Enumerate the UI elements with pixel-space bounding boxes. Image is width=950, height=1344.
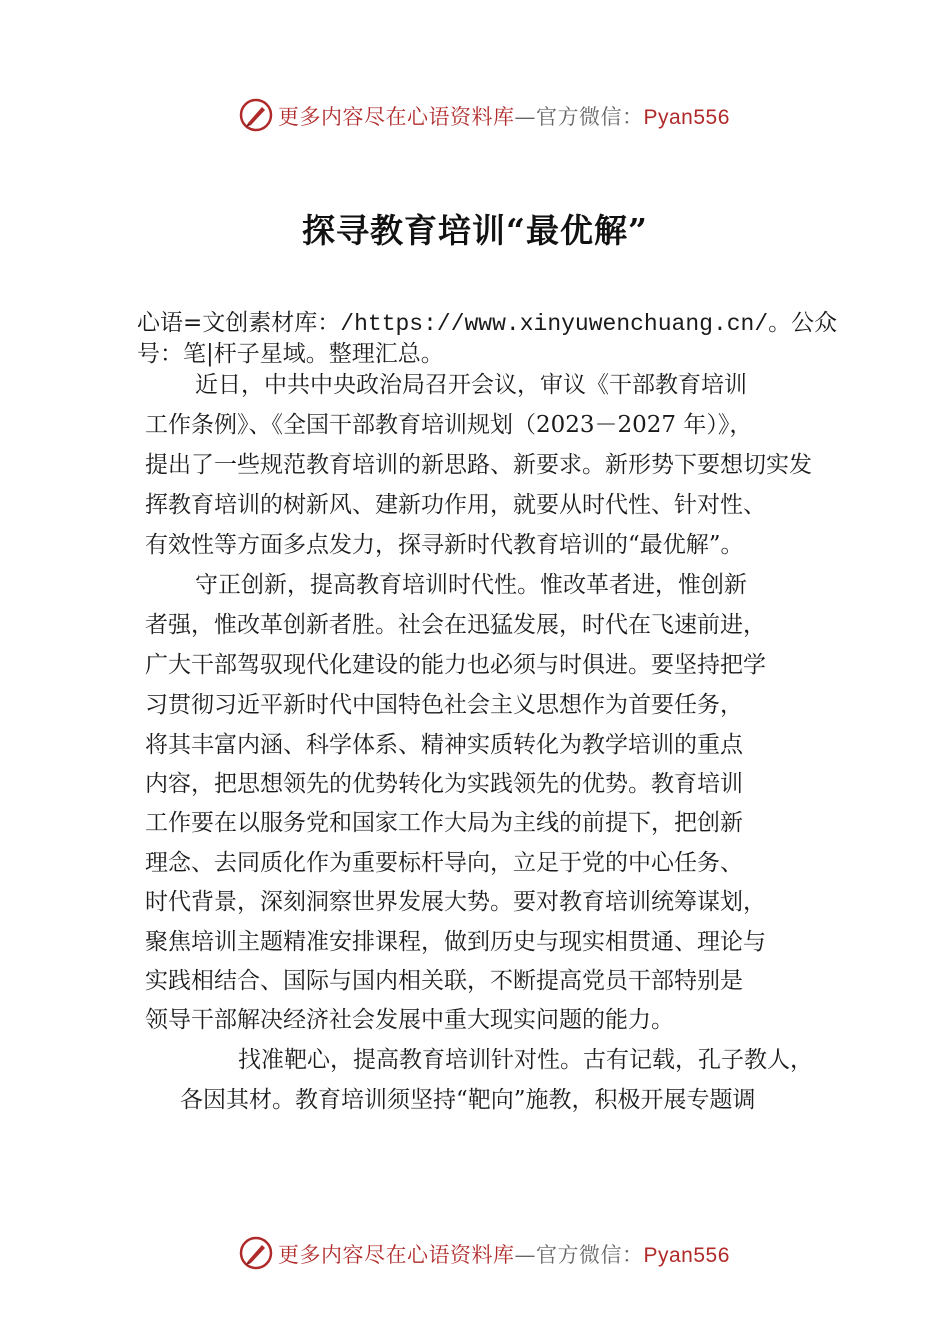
banner-slogan: 更多内容尽在心语资料库 bbox=[278, 105, 515, 129]
body-line: 实践相结合、国际与国内相关联，不断提高党员干部特别是 bbox=[145, 968, 743, 994]
body-line: 工作条例》、《全国干部教育培训规划（2023－2027 年）》， bbox=[145, 412, 753, 438]
body-line: 广大干部驾驭现代化建设的能力也必须与时俱进。要坚持把学 bbox=[145, 652, 766, 678]
banner-wechat-id: Pyan556 bbox=[643, 106, 730, 129]
banner-wechat-label: 官方微信： bbox=[536, 1243, 644, 1267]
header-watermark-banner bbox=[0, 95, 950, 135]
pen-logo-icon bbox=[238, 97, 274, 133]
body-line: 时代背景，深刻洞察世界发展大势。要对教育培训统筹谋划， bbox=[145, 889, 766, 915]
body-line: 工作要在以服务党和国家工作大局为主线的前提下，把创新 bbox=[145, 810, 743, 836]
body-line: 找准靶心，提高教育培训针对性。古有记载，孔子教人， bbox=[238, 1047, 813, 1073]
body-line: 提出了一些规范教育培训的新思路、新要求。新形势下要想切实发 bbox=[145, 452, 812, 478]
body-line: 聚焦培训主题精准安排课程，做到历史与现实相贯通、理论与 bbox=[145, 929, 766, 955]
source-prefix: 心语=文创素材库： bbox=[137, 310, 341, 336]
body-line: 习贯彻习近平新时代中国特色社会主义思想作为首要任务， bbox=[145, 692, 743, 718]
source-url: /https://www.xinyuwenchuang.cn/ bbox=[340, 311, 769, 337]
banner-slogan: 更多内容尽在心语资料库 bbox=[278, 1243, 515, 1267]
body-line: 守正创新，提高教育培训时代性。惟改革者进，惟创新 bbox=[195, 572, 747, 598]
body-line: 领导干部解决经济社会发展中重大现实问题的能力。 bbox=[145, 1007, 674, 1033]
page-title: 探寻教育培训“最优解” bbox=[302, 211, 648, 250]
banner-wechat-label: 官方微信： bbox=[536, 105, 644, 129]
body-line: 理念、去同质化作为重要标杆导向，立足于党的中心任务、 bbox=[145, 850, 743, 876]
body-line: 有效性等方面多点发力，探寻新时代教育培训的“最优解”。 bbox=[145, 532, 744, 558]
banner-separator: — bbox=[514, 1243, 536, 1267]
body-line: 内容，把思想领先的优势转化为实践领先的优势。教育培训 bbox=[145, 771, 743, 797]
source-line-2: 号：笔|杆子星域。整理汇总。 bbox=[137, 341, 444, 367]
source-suffix: 。公众 bbox=[768, 310, 838, 336]
banner-wechat-id: Pyan556 bbox=[643, 1244, 730, 1267]
body-line: 各因其材。教育培训须坚持“靶向”施教，积极开展专题调 bbox=[180, 1087, 756, 1113]
banner-text bbox=[278, 1239, 730, 1269]
source-line-1 bbox=[137, 309, 837, 338]
banner-separator: — bbox=[514, 105, 536, 129]
pen-logo-icon bbox=[238, 1235, 274, 1271]
body-line: 挥教育培训的树新风、建新功作用，就要从时代性、针对性、 bbox=[145, 492, 766, 518]
body-line: 者强，惟改革创新者胜。社会在迅猛发展，时代在飞速前进， bbox=[145, 612, 766, 638]
body-line: 将其丰富内涵、科学体系、精神实质转化为教学培训的重点 bbox=[145, 732, 743, 758]
body-line: 近日，中共中央政治局召开会议，审议《干部教育培训 bbox=[195, 372, 747, 398]
footer-watermark-banner bbox=[0, 1233, 950, 1273]
banner-text bbox=[278, 101, 730, 131]
